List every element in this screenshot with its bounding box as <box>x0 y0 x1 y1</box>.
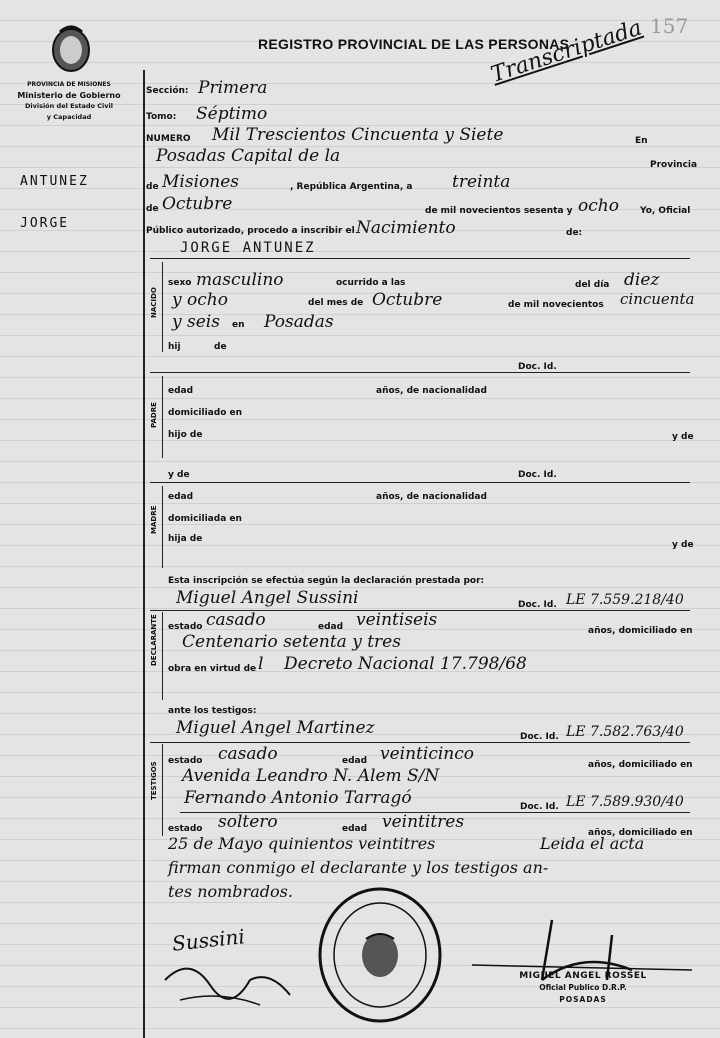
de2-label: de <box>146 204 159 214</box>
testigo1-doc-label: Doc. Id. <box>520 732 559 742</box>
side-label-madre: MADRE <box>150 505 158 534</box>
ministry-line1: PROVINCIA DE MISIONES <box>27 81 111 88</box>
signature-left: Sussini <box>170 924 246 956</box>
closing-line3: tes nombrados. <box>168 882 293 901</box>
mil-nov-label: de mil novecientos <box>508 300 604 310</box>
testigo1-nombre: Miguel Angel Martinez <box>176 718 375 738</box>
madre-y-de-label: y de <box>168 470 190 480</box>
testigo2-edad-label: edad <box>342 824 368 834</box>
testigo1-edad: veinticinco <box>380 744 474 764</box>
official-seal-icon <box>316 884 444 1026</box>
margin-given-name: JORGE <box>20 216 70 231</box>
en-label-2: en <box>232 320 245 330</box>
madre-edad-label: edad <box>168 492 194 502</box>
padre-doc-label: Doc. Id. <box>518 362 557 372</box>
side-label-testigos: TESTIGOS <box>150 761 158 800</box>
mes-value: Octubre <box>162 194 233 214</box>
ministry-block <box>14 79 124 123</box>
testigo2-edad: veintitres <box>382 812 465 832</box>
testigo2-nombre: Fernando Antonio Tarragó <box>184 788 412 808</box>
page-number: 157 <box>650 14 689 38</box>
side-label-nacido: NACIDO <box>150 287 158 318</box>
testigo2-estado: soltero <box>218 812 278 832</box>
ante-testigos-label: ante los testigos: <box>168 706 257 716</box>
official-city: POSADAS <box>559 995 607 1004</box>
anio-nac-a: cincuenta <box>620 290 695 308</box>
dia-value: treinta <box>452 172 511 192</box>
testigo2-estado-label: estado <box>168 824 203 834</box>
numero-label: NUMERO <box>146 134 191 144</box>
side-label-declarante: DECLARANTE <box>150 614 158 666</box>
closing-line2: firman conmigo el declarante y los testigos an- <box>168 858 549 877</box>
del-dia-label: del día <box>575 280 610 290</box>
declarante-anos-label: años, domiciliado en <box>588 626 693 636</box>
obra-prefix: l <box>258 654 264 674</box>
official-name: MIGUEL ANGEL ROSSEL <box>519 971 647 981</box>
tomo-value: Séptimo <box>196 104 268 124</box>
en-label: En <box>635 136 648 146</box>
margin-surname: ANTUNEZ <box>20 174 89 189</box>
acto-value: Nacimiento <box>356 218 456 238</box>
madre-dom-label: domiciliada en <box>168 514 242 524</box>
yo-oficial-label: Yo, Oficial <box>640 206 691 216</box>
testigo2-doc: LE 7.589.930/40 <box>566 794 684 810</box>
inscripcion-label: Esta inscripción se efectúa según la declaración prestada por: <box>168 576 485 586</box>
provincia-label: Provincia <box>650 160 698 170</box>
ministry-line2: Ministerio de Gobierno <box>17 91 121 100</box>
testigo1-estado: casado <box>218 744 278 764</box>
tomo-label: Tomo: <box>146 112 177 122</box>
hij-label: hij <box>168 342 181 352</box>
sexo-value: masculino <box>196 270 284 290</box>
testigo2-anos-label: años, domiciliado en <box>588 828 693 838</box>
closing-line1: Leida el acta <box>540 834 645 853</box>
declarante-estado: casado <box>206 610 266 630</box>
obra-label: obra en virtud de <box>168 664 257 674</box>
sexo-label: sexo <box>168 278 192 288</box>
declarante-domicilio: Centenario setenta y tres <box>182 632 401 652</box>
testigo1-domicilio: Avenida Leandro N. Alem S/N <box>182 766 440 786</box>
declarante-doc: LE 7.559.218/40 <box>566 592 684 608</box>
mil-nov-sesenta-label: de mil novecientos sesenta y <box>425 206 573 216</box>
ocurrido-label: ocurrido a las <box>336 278 406 288</box>
coat-of-arms-icon <box>48 22 94 74</box>
padre-anos-label: años, de nacionalidad <box>376 386 487 396</box>
ministry-line4: y Capacidad <box>46 113 92 121</box>
side-label-padre: PADRE <box>150 402 158 428</box>
official-title: Oficial Publico D.R.P. <box>539 983 627 992</box>
madre-y-de2-label: y de <box>672 540 694 550</box>
hijo-de-label: hijo de <box>168 430 203 440</box>
madre-anos-label: años, de nacionalidad <box>376 492 487 502</box>
testigo1-edad-label: edad <box>342 756 368 766</box>
document-title: REGISTRO PROVINCIAL DE LAS PERSONAS <box>258 36 570 52</box>
hija-de-label: hija de <box>168 534 203 544</box>
seccion-value: Primera <box>198 78 268 98</box>
nacido-nombre: JORGE ANTUNEZ <box>180 240 316 256</box>
testigo2-doc-label: Doc. Id. <box>520 802 559 812</box>
lugar-value: Posadas Capital de la <box>156 146 341 166</box>
testigo1-estado-label: estado <box>168 756 203 766</box>
declarante-estado-label: estado <box>168 622 203 632</box>
dia-nac-b: y ocho <box>172 290 228 310</box>
dia-nac-a: diez <box>624 270 660 290</box>
testigo1-anos-label: años, domiciliado en <box>588 760 693 770</box>
padre-y-de-label: y de <box>672 432 694 442</box>
anio-value: ocho <box>578 196 619 216</box>
seccion-label: Sección: <box>146 86 189 96</box>
transcribed-stamp: Transcriptada <box>488 15 645 88</box>
provincia-value: Misiones <box>162 172 239 192</box>
de3-label: de <box>214 342 227 352</box>
margin-line <box>143 70 145 1038</box>
publico-label: Público autorizado, procedo a inscribir el <box>146 226 355 236</box>
mes-nac-value: Octubre <box>372 290 443 310</box>
declarante-edad-label: edad <box>318 622 344 632</box>
signature-left-scrawl <box>160 950 300 1010</box>
numero-value: Mil Trescientos Cincuenta y Siete <box>212 125 504 145</box>
declarante-nombre: Miguel Angel Sussini <box>176 588 359 608</box>
obra-value: Decreto Nacional 17.798/68 <box>284 654 527 674</box>
republica-label: , República Argentina, a <box>290 182 413 192</box>
ministry-line3: División del Estado Civil <box>25 102 113 110</box>
padre-dom-label: domiciliado en <box>168 408 243 418</box>
del-mes-label: del mes de <box>308 298 364 308</box>
testigo1-doc: LE 7.582.763/40 <box>566 724 684 740</box>
anio-nac-b: y seis <box>172 312 220 332</box>
official-stamp-block <box>478 970 688 1006</box>
lugar-nac-value: Posadas <box>264 312 334 332</box>
testigo2-domicilio: 25 de Mayo quinientos veintitres <box>168 834 436 853</box>
de-colon-label: de: <box>566 228 583 238</box>
declarante-edad: veintiseis <box>356 610 438 630</box>
padre-edad-label: edad <box>168 386 194 396</box>
de-label: de <box>146 182 159 192</box>
madre-doc-label: Doc. Id. <box>518 470 557 480</box>
declarante-doc-label: Doc. Id. <box>518 600 557 610</box>
